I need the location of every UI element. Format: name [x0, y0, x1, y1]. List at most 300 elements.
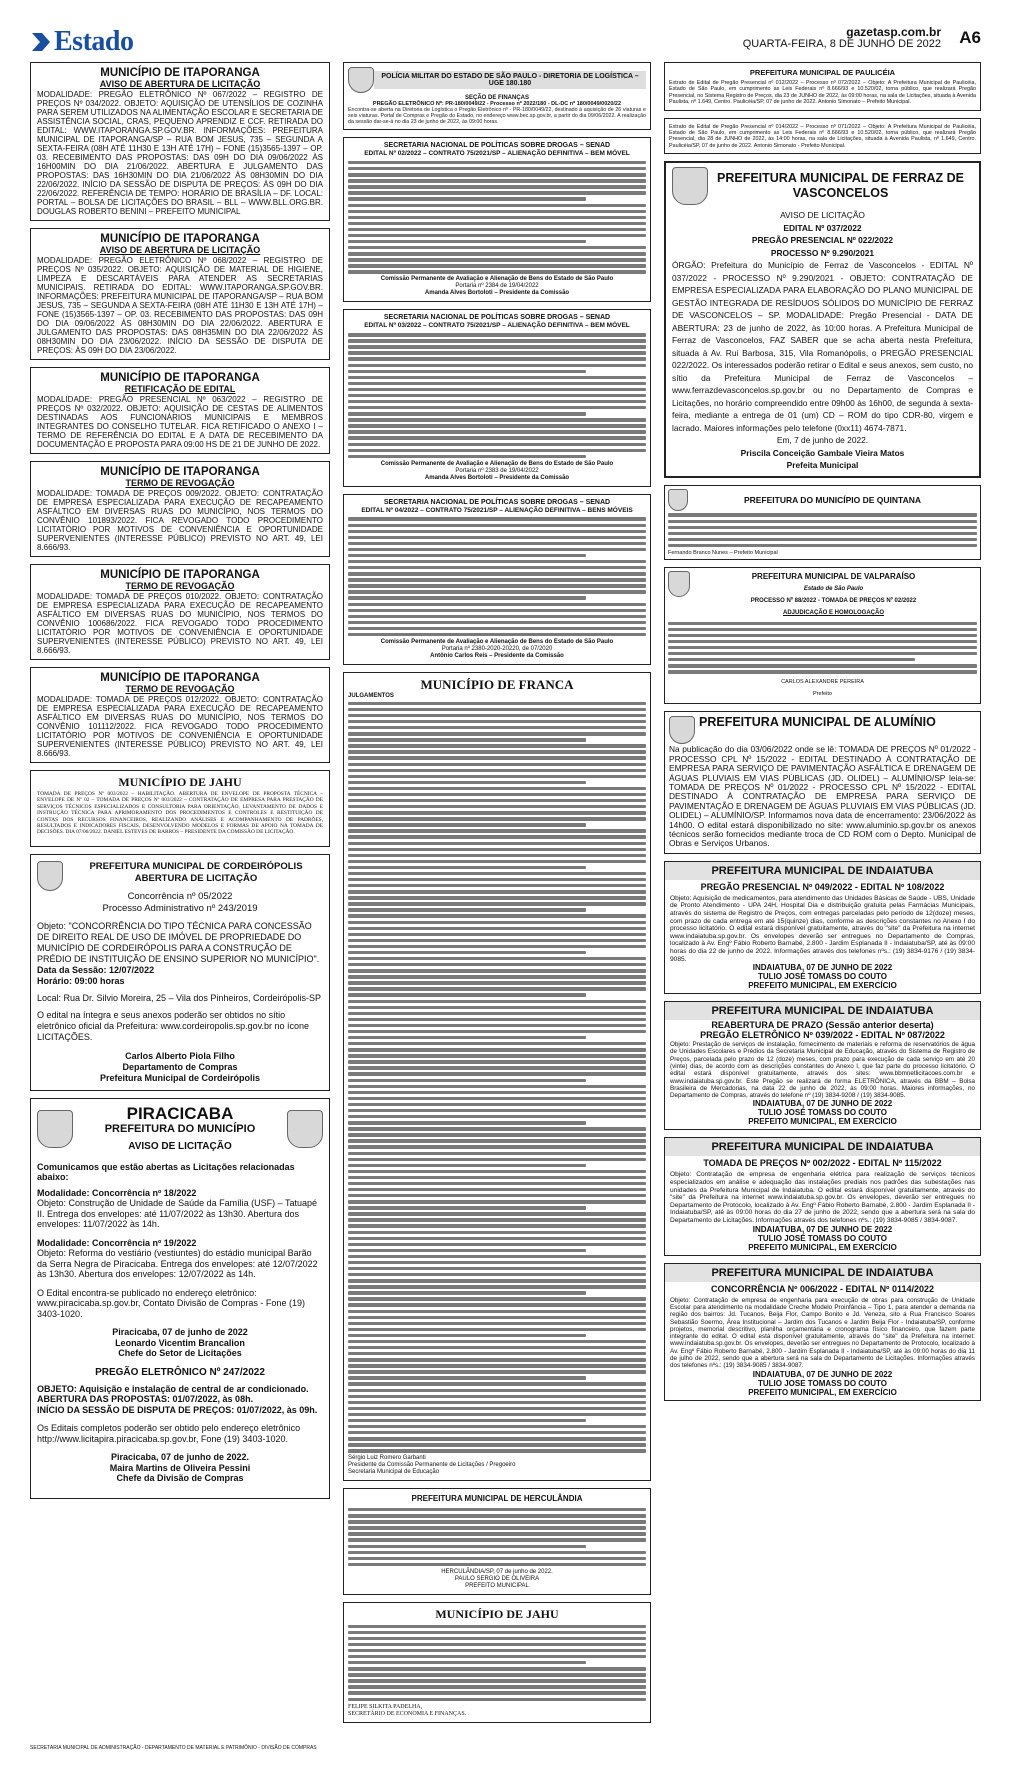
illegible-text-line [668, 544, 977, 547]
edital-number: EDITAL Nº 037/2022 [783, 222, 862, 233]
notice-senad-3 [343, 494, 651, 665]
illegible-text-line [348, 951, 586, 954]
illegible-text-line [348, 1407, 646, 1410]
pregao-title: PREGÃO ELETRÔNICO Nº 247/2022 [95, 1366, 265, 1378]
illegible-text-line [348, 1079, 586, 1082]
ferraz-crest-icon [672, 167, 708, 205]
illegible-text-line [348, 763, 646, 766]
illegible-text-line [348, 1637, 646, 1640]
illegible-text-line [348, 424, 646, 427]
illegible-text-line [348, 1115, 646, 1118]
illegible-text-line [348, 584, 646, 587]
illegible-text-line [348, 975, 646, 978]
signatory-name: Carlos Alberto Piola Filho [125, 1050, 235, 1061]
notice-date: HERCULÂNDIA/SP, 07 de junho de 2022. [441, 1568, 553, 1575]
pregao-edital: Os Editais completos poderão ser obtido pelo endereço eletrônico http://www.licitapira.piracicaba.sp.gov.br, Fone (19) 3403-1020. [37, 1423, 301, 1444]
notice-title: SECRETARIA NACIONAL DE POLÍTICAS SOBRE DROGAS – SENAD [383, 142, 611, 150]
notice-subtitle: PREGÃO PRESENCIAL Nº 049/2022 - EDITAL Nº 108/2022 [700, 881, 945, 892]
illegible-text-line [348, 981, 646, 984]
illegible-text-line [348, 566, 646, 569]
signatory-role: PREFEITO MUNICIPAL [465, 1582, 529, 1589]
notice-date: INDAIATUBA, 07 DE JUNHO DE 2022 [752, 1224, 893, 1234]
illegible-text-line [348, 793, 646, 796]
illegible-text-line [348, 1667, 646, 1670]
illegible-text-line [348, 436, 646, 439]
illegible-text-line [348, 1139, 646, 1142]
notice-body: MODALIDADE: PREGÃO PRESENCIAL Nº 063/2022 – REGISTRO DE PREÇOS Nº 032/2022. OBJETO: AQUISIÇÃO DE CESTAS DE ALIMENTOS DESTINADAS AOS FUNCIONÁRIOS MUNICIPAIS E MEMBROS INTEGRANTES DO CONSELHO TUTELAR. FICA RETIFICADO O ANEXO I – TERMO DE REFERÊNCIA DO EDITAL E A DATA DE RECEBIMENTO DA DOCUMENTAÇÃO E PROPOSTA PARA 09:00 HS DE 21 DE JUNHO DE 2022. [37, 395, 323, 449]
illegible-text-line [348, 449, 646, 452]
illegible-text-line [348, 896, 646, 899]
illegible-text-line [348, 197, 586, 200]
illegible-text-line [348, 914, 646, 917]
illegible-text-line [348, 1291, 586, 1294]
illegible-text-line [348, 228, 646, 231]
illegible-text-line [348, 1273, 646, 1276]
notice-body-lines [668, 513, 977, 547]
notice-title: SECRETARIA NACIONAL DE POLÍTICAS SOBRE DROGAS – SENAD [383, 498, 611, 506]
illegible-text-line [348, 443, 646, 446]
illegible-text-line [348, 554, 586, 557]
pregao-number: PREGÃO ELETRÔNICO Nº 039/2022 - EDITAL Nº 087/2022 [700, 1030, 945, 1041]
illegible-text-line [348, 1030, 646, 1033]
notice-body: Objeto: Aquisição de medicamentos, para atendimento das Unidades Básicas de Saúde - UBS, Unidade de Pronto Atendimento - UPA 24H, Hospital Dia e distribuição gratuita pelas Farmácias Municipais, através do sistema de Registro de Preços, com entregas parceladas pelo período de 12(doze) meses, com prazo de cada entrega em até 15(quinze) dias, conforme as descrições constantes no Anexo I do processo licitatório. O edital estará disponível gratuitamente, através do "site" da Prefeitura na internet www.indaiatuba.sp.gov.br. Os envelopes deverão ser entregues no Departamento de Compras, localizado à Av. Engº Fábio Roberto Barnabé, 2.800 - Jardim Esplanada II - Indaiatuba/SP, até às 09:00 horas do dia 22 de junho de 2022. Informações através dos telefones nºs.: (19) 3834-9176 / (19) 3834-9085. [670, 894, 975, 963]
illegible-text-line [348, 1431, 646, 1434]
illegible-text-line [668, 634, 977, 637]
illegible-text-line [348, 1072, 646, 1075]
illegible-text-line [348, 1538, 646, 1541]
illegible-text-line [348, 517, 646, 520]
illegible-text-line [348, 633, 646, 636]
notice-body: MODALIDADE: PREGÃO ELETRÔNICO Nº 067/2022 – REGISTRO DE PREÇOS Nº 034/2022. OBJETO: AQUISIÇÃO DE UTENSÍLIOS DE COZINHA PARA SEREM UTILIZADOS NA ALIMENTAÇÃO ESCOLAR E SECRETARIA DE ASSISTÊNCIA SOCIAL, CRAS, PEQUENO APRENDIZ E CCF. RETIRADA DO EDITAL: WWW.ITAPORANGA.SP.GOV.BR. INFORMAÇÕES: PREFEITURA MUNICIPAL DE ITAPORANGA/SP – RUA BOM JESUS, 735 – SEGUNDA A SEXTA-FEIRA (08H ATÉ 11H30 E 13H ATÉ 17H) – FONE (15)3565-1397 – OP. 03. RECEBIMENTO DAS PROPOSTAS: DAS 09H DO DIA 09/06/2022 ÀS 16H00MIN DO DIA 21/06/2022. ABERTURA E JULGAMENTO DAS PROPOSTAS: DAS 16H30MIN DO DIA 21/06/2022 ÀS 08H30MIN DO DIA 22/06/2022. INÍCIO DA SESSÃO DE DISPUTA DE PREÇOS: ÀS 09H DO DIA 22/06/2022. REFERÊNCIA DE TEMPO: HORÁRIO DE BRASÍLIA – DF. LOCAL: PORTAL – BOLSA DE LICITAÇÕES DO BRASIL – BLL – WWW.BLL.ORG.BR. DOUGLAS ROBERTO BENINI – PREFEITO MUNICIPAL [37, 90, 323, 216]
notice-date: Em, 7 de junho de 2022. [776, 435, 869, 446]
signatory-name: Leonardo Vicentim Brancalion [115, 1337, 245, 1348]
signatory-role: Chefe do Setor de Licitações [118, 1348, 242, 1359]
illegible-text-line [348, 1127, 646, 1130]
illegible-text-line [348, 842, 646, 845]
notice-type: AVISO DE LICITAÇÃO [780, 210, 865, 221]
notice-body: Na publicação do dia 03/06/2022 onde se lê: TOMADA DE PREÇOS Nº 01/2022 - PROCESSO CPL Nº 15/2022 - EDITAL DESTINADO À CONTRATAÇÃO DE EMPRESA PARA SERVIÇO DE PAVIMENTAÇÃO ASFÁLTICA E DRENAGEM DE ÁGUAS PLUVIAIS EM VIAS PÚBLICAS (JD. OLIDEL) – ALUMÍNIO/SP leia-se: TOMADA DE PREÇOS Nº 01/2022 - PROCESSO CPL Nº 15/2022 - EDITAL DESTINADO À CONTRATAÇÃO DE EMPRESA PARA SERVIÇO DE PAVIMENTAÇÃO E DRENAGEM DE ÁGUAS PLUVIAIS EM VIAS PÚBLICAS (JD. OLIDEL) – ALUMÍNIO/SP. Informamos nova data de encerramento: 23/06/2022 às 14h00. O edital estará disponibilizado no site: www.aluminio.sp.gov.br os anexos técnicos serão fornecidos mediante troca de CD ROM com o Depto. Municipal de Obras e Serviços Urbanos. [669, 744, 976, 849]
pregao-objeto: OBJETO: Aquisição e instalação de central de ar condicionado. [37, 1383, 309, 1394]
illegible-text-line [348, 854, 646, 857]
notice-body-lines [348, 517, 646, 636]
illegible-text-line [348, 161, 646, 164]
illegible-text-line [348, 1121, 586, 1124]
signatory-org: Secretaria Municipal de Educação [348, 1469, 440, 1476]
illegible-text-line [348, 1085, 646, 1088]
edition-date: QUARTA-FEIRA, 8 DE JUNHO DE 2022 [742, 38, 941, 50]
signatory-role: SECRETÁRIO DE ECONOMIA E FINANÇAS. [348, 1710, 467, 1717]
illegible-text-line [348, 750, 646, 753]
column-middle [343, 62, 651, 1730]
edital-info: O edital na íntegra e seus anexos poderão ser obtidos no sítio eletrônico oficial da Prefeitura: www.cordeiropolis.sp.gov.br no ícone LICITAÇÕES. [37, 1009, 309, 1042]
column-footer: SECRETARIA MUNICIPAL DE ADMINISTRAÇÃO - DEPARTAMENTO DE MATERIAL E PATRIMÔNIO - DIVISÃO DE COMPRAS [30, 1745, 317, 1751]
illegible-text-line [348, 388, 646, 391]
notice-aluminio [664, 711, 981, 853]
signatory-role: Prefeita Municipal [786, 460, 859, 471]
illegible-text-line [348, 1000, 646, 1003]
notice-body-lines [348, 1625, 646, 1701]
notice-body-lines [348, 333, 646, 458]
illegible-text-line [348, 339, 646, 342]
illegible-text-line [348, 1655, 646, 1658]
session-place: Local: Rua Dr. Silvio Moreira, 25 – Vila dos Pinheiros, Cordeirópolis-SP [37, 992, 321, 1003]
illegible-text-line [348, 708, 646, 711]
illegible-text-line [348, 1091, 646, 1094]
column-right [664, 62, 981, 1408]
column-left [30, 62, 330, 1499]
site-url[interactable]: gazetasp.com.br [846, 25, 941, 39]
illegible-text-line [348, 1370, 646, 1373]
notice-city: MUNICÍPIO DE ITAPORANGA [100, 672, 260, 684]
notice-piracicaba [30, 1098, 330, 1499]
notice-ferraz [664, 161, 981, 478]
notice-body: Objeto: Contratação de empresa de engenharia elétrica para realização de serviços técnicos especializados em análise e adequação das instalações prediais nos padrões das subestações nas unidades da Prefeitura Municipal de Indaiatuba. O edital estará disponível gratuitamente, através do "site" da Prefeitura na internet www.indaiatuba.sp.gov.br. Os envelopes, deverão ser entregues no Departamento de Protocolo, localizado à Av. Engº Fábio Roberto Barnabé, 2.800 - Jardim Esplanada II - Indaiatuba/SP, até às 09:00 horas do dia 27 de junho de 2022, sendo que a abertura será na sala do Departamento de Licitações. Informações através dos telefones nºs.: (19) 3834-9085 / 3834-9087. [670, 1171, 975, 1225]
illegible-text-line [348, 173, 646, 176]
notice-title: POLÍCIA MILITAR DO ESTADO DE SÃO PAULO - DIRETORIA DE LOGÍSTICA – UGE 180.180 [374, 71, 646, 89]
illegible-text-line [348, 357, 646, 360]
illegible-text-line [348, 1545, 586, 1548]
notice-itaporanga-3 [30, 367, 330, 454]
illegible-text-line [348, 1054, 646, 1057]
illegible-text-line [348, 210, 646, 213]
notice-city: PREFEITURA DO MUNICÍPIO DE QUINTANA [743, 494, 922, 505]
illegible-text-line [348, 167, 646, 170]
illegible-text-line [348, 179, 646, 182]
illegible-text-line [348, 204, 646, 207]
notice-senad-1 [343, 137, 651, 302]
signatory-name: Maira Martins de Oliveira Pessini [109, 1462, 251, 1473]
illegible-text-line [348, 603, 646, 606]
illegible-text-line [348, 1625, 646, 1628]
illegible-text-line [348, 1066, 646, 1069]
illegible-text-line [348, 1255, 646, 1258]
modalidade-1: Modalidade: Concorrência nº 18/2022 [37, 1187, 197, 1198]
signatory-name: Amanda Alves Bortoloti – Presidente da Comissão [424, 474, 570, 481]
illegible-text-line [348, 572, 646, 575]
notice-subtitle: EDITAL Nº 04/2022 – CONTRATO 75/2021/SP – ALIENAÇÃO DEFINITIVA – BENS MÓVEIS [361, 506, 633, 514]
illegible-text-line [348, 1297, 646, 1300]
notice-city: PREFEITURA MUNICIPAL DE PAULICÉIA [749, 68, 896, 77]
notice-city: MUNICÍPIO DE JAHU [435, 1606, 559, 1621]
illegible-text-line [348, 1267, 646, 1270]
illegible-text-line [348, 835, 646, 838]
illegible-text-line [348, 933, 646, 936]
illegible-text-line [348, 769, 646, 772]
piracicaba-crest-right-icon [287, 1110, 323, 1148]
notice-city: MUNICÍPIO DE JAHU [118, 775, 242, 789]
illegible-text-line [348, 1231, 646, 1234]
notice-subtitle: CONCORRÊNCIA Nº 006/2022 - EDITAL Nº 0114/2022 [711, 1283, 934, 1294]
notice-itaporanga-2 [30, 228, 330, 360]
illegible-text-line [348, 1649, 646, 1652]
signatory-name: FELIPE SILKITA PADELHA, [348, 1703, 423, 1710]
illegible-text-line [668, 520, 977, 523]
edital-info: O Edital encontra-se publicado no endereço eletrônico: www.piracicaba.sp.gov.br, Contato Divisão de Compras - Fone (19) 3403-1020. [37, 1287, 305, 1319]
illegible-text-line [348, 596, 586, 599]
pregao-inicio: INÍCIO DA SESSÃO DE DISPUTA DE PREÇOS: 01/07/2022, às 09h. [37, 1404, 318, 1415]
illegible-text-line [348, 1109, 646, 1112]
illegible-text-line [348, 945, 646, 948]
illegible-text-line [348, 1018, 646, 1021]
notice-itaporanga-5 [30, 564, 330, 660]
notice-senad-2 [343, 309, 651, 486]
illegible-text-line [348, 908, 586, 911]
aluminio-crest-icon [669, 716, 695, 744]
signatory-org: Comissão Permanente de Avaliação e Alienação de Bens do Estado de São Paulo [380, 639, 614, 646]
illegible-text-line [348, 1401, 646, 1404]
processo-number: Processo Administrativo nº 243/2019 [102, 902, 258, 914]
notice-city: PREFEITURA MUNICIPAL DE INDAIATUBA [665, 862, 980, 880]
notice-body: MODALIDADE: TOMADA DE PREÇOS 012/2022. OBJETO: CONTRATAÇÃO DE EMPRESA ESPECIALIZADA PARA EXECUÇÃO DE RECAPEAMENTO ASFÁLTICO EM DIVERSAS RUAS DO MUNICÍPIO, NOS TERMOS DO CONVÊNIO 101112/2022. FICA REVOGADO TODO PROCEDIMENTO LICITATÓRIO POR MOTIVOS DE CONVENIÊNCIA E OPORTUNIDADE SUPERVENIENTES (INTERESSE PÚBLICO) PREVISTO NO ART. 49, LEI 8.666/93. [37, 695, 323, 758]
illegible-text-line [348, 702, 646, 705]
illegible-text-line [348, 1048, 646, 1051]
illegible-text-line [348, 1285, 646, 1288]
notice-indaiatuba-3 [664, 1137, 981, 1255]
notice-body-lines [348, 1508, 646, 1566]
signatory-portaria: Portaria nº 2384 de 19/04/2022 [455, 283, 539, 290]
illegible-text-line [348, 1158, 646, 1161]
illegible-text-line [348, 1691, 646, 1694]
notice-subtitle: TERMO DE REVOGAÇÃO [125, 478, 235, 488]
illegible-text-line [348, 720, 646, 723]
processo-number: PROCESSO Nº 88/2022 - TOMADA DE PREÇOS Nº 02/2022 [750, 597, 917, 604]
illegible-text-line [348, 1042, 646, 1045]
illegible-text-line [348, 848, 646, 851]
illegible-text-line [348, 921, 646, 924]
illegible-text-line [348, 811, 646, 814]
illegible-text-line [348, 890, 646, 893]
illegible-text-line [348, 823, 586, 826]
signatory-role: PREFEITO MUNICIPAL, EM EXERCÍCIO [748, 1242, 897, 1252]
cordeiropolis-crest-icon [37, 861, 63, 891]
quintana-crest-icon [668, 489, 688, 511]
illegible-text-line [348, 234, 646, 237]
notice-title: SECRETARIA NACIONAL DE POLÍTICAS SOBRE DROGAS – SENAD [383, 314, 611, 322]
illegible-text-line [348, 866, 586, 869]
notice-date: INDAIATUBA, 07 DE JUNHO DE 2022 [752, 1369, 893, 1379]
illegible-text-line [348, 1024, 646, 1027]
illegible-text-line [668, 646, 977, 649]
illegible-text-line [348, 609, 646, 612]
illegible-text-line [348, 860, 646, 863]
piracicaba-crest-left-icon [37, 1110, 73, 1148]
notice-type: AVISO DE LICITAÇÃO [128, 1140, 232, 1152]
notice-city: MUNICÍPIO DE ITAPORANGA [100, 569, 260, 581]
illegible-text-line [348, 560, 646, 563]
illegible-text-line [348, 1449, 646, 1452]
illegible-text-line [348, 744, 646, 747]
illegible-text-line [348, 1279, 646, 1282]
illegible-text-line [348, 1012, 646, 1015]
notice-date: Piracicaba, 07 de junho de 2022 [112, 1327, 248, 1338]
illegible-text-line [348, 775, 646, 778]
illegible-text-line [348, 1679, 646, 1682]
modalidade-2: Modalidade: Concorrência nº 19/2022 [37, 1237, 197, 1248]
notice-subtitle: RETIFICAÇÃO DE EDITAL [124, 384, 236, 394]
brand-arrow-icon [30, 31, 52, 53]
illegible-text-line [348, 418, 646, 421]
illegible-text-line [348, 781, 586, 784]
signatory-org: Comissão Permanente de Avaliação e Alienação de Bens do Estado de São Paulo [380, 276, 614, 283]
illegible-text-line [348, 1200, 646, 1203]
notice-subtitle: Estado de São Paulo [803, 585, 864, 592]
notice-city: PREFEITURA MUNICIPAL DE INDAIATUBA [665, 1264, 980, 1282]
notice-city: PIRACICABA [126, 1103, 234, 1123]
illegible-text-line [348, 1133, 646, 1136]
notice-herculandia [343, 1488, 651, 1594]
notice-city: PREFEITURA MUNICIPAL DE FERRAZ DE VASCONCELOS [717, 171, 964, 201]
illegible-text-line [348, 939, 646, 942]
illegible-text-line [348, 1249, 586, 1252]
notice-subtitle: TERMO DE REVOGAÇÃO [125, 581, 235, 591]
notice-body-lines [348, 161, 646, 274]
signatory-role: PREFEITO MUNICIPAL, EM EXERCÍCIO [748, 981, 897, 991]
notice-pauliceia-2 [664, 118, 981, 155]
notice-body: ÓRGÃO: Prefeitura do Município de Ferraz de Vasconcelos - EDITAL Nº 037/2022 - PROCESSO Nº 9.290/2021 - OBJETO: CONTRATAÇÃO DE EMPRESA ESPECIALIZADA PARA ELABORAÇÃO DO PLANO MUNICIPAL DE GESTÃO INTEGRADA DE RESÍDUOS SÓLIDOS DO MUNICÍPIO DE FERRAZ DE VASCONCELOS – SP. MODALIDADE: Pregão Presencial - DATA DE ABERTURA: 23 de junho de 2022, às 10:00 horas. A Prefeitura Municipal de Ferraz de Vasconcelos, FAZ SABER que se acha aberta nesta Prefeitura, situada à Av. Rui Barbosa, 315, Vila Romanópolis, o PREGÃO PRESENCIAL 022/2022. Os interessados poderão retirar o Edital e seus anexos, sem custo, no sítio da Prefeitura Municipal de Ferraz de Vasconcelos – www.ferrazdevasconcelos.sp.gov.br ou no Departamento de Compras e Licitações, no horário compreendido entre 09h00 às 16h00, de segunda à sexta-feira, mediante a entrega de 01 (um) CD – ROM do tipo CDR-80, virgem e lacrado. Maiores informações pelo telefone (0xx11) 4674-7871. [672, 260, 973, 433]
illegible-text-line [348, 252, 646, 255]
illegible-text-line [348, 1334, 586, 1337]
notice-section: SEÇÃO DE FINANÇAS [464, 95, 529, 101]
notice-city: MUNICÍPIO DE ITAPORANGA [100, 67, 260, 79]
illegible-text-line [348, 1508, 646, 1511]
illegible-text-line [348, 1382, 646, 1385]
signatory-portaria: Portaria nº 2380-2020-20220, de 07/2020 [441, 646, 553, 653]
illegible-text-line [348, 246, 646, 249]
illegible-text-line [348, 1322, 646, 1325]
notice-city: PREFEITURA MUNICIPAL DE CORDEIRÓPOLIS [89, 860, 303, 872]
illegible-text-line [348, 264, 646, 267]
notice-subtitle: PREFEITURA DO MUNICÍPIO [104, 1122, 256, 1135]
illegible-text-line [348, 578, 646, 581]
illegible-text-line [348, 400, 646, 403]
illegible-text-line [348, 1643, 646, 1646]
illegible-text-line [348, 787, 646, 790]
illegible-text-line [348, 1425, 646, 1428]
notice-subtitle: EDITAL Nº 02/2022 – CONTRATO 75/2021/SP – ALIENAÇÃO DEFINITIVA – BEM MÓVEL [364, 150, 630, 158]
illegible-text-line [348, 191, 646, 194]
illegible-text-line [348, 1661, 586, 1664]
notice-body: Objeto: Contratação de empresa de engenharia para execução de obras para construção de Unidade Escolar para atendimento na modalidade Creche Modelo Proinfância – Tipo 1, para atender a demanda na região dos bairros: Jd. Tucanos, Beija Flor, Campo Bonito e Jd. Veneza, sito a Rua Francisco Soares Sebastião Soermo, Área Institucional – Jardim dos Tucanos e Jardim Beija Flor - Indaiatuba/SP, conforme projetos, memorial descritivo, planilha orçamentária e cronograma físico financeiro, que fazem parte integrante do edital. O edital está disponível gratuitamente, através do "site" da Prefeitura na internet: www.indaiatuba.sp.gov.br. Os envelopes, deverão ser entregues no Departamento de Protocolo, localizado à Av. Engº Fábio Roberto Barnabé, 2.800 - Jardim Esplanada II - Indaiatuba/SP, até às 09:00 horas do dia 11 de julho de 2022, sendo que a abertura será na sala do Departamento de Licitações. Informações através dos telefones nºs.: (19) 3834-9085 / 3834-9087. [670, 1296, 975, 1370]
notice-date: Piracicaba, 07 de junho de 2022. [110, 1452, 250, 1463]
illegible-text-line [348, 1206, 586, 1209]
illegible-text-line [348, 1164, 586, 1167]
pm-crest-icon [348, 67, 374, 93]
illegible-text-line [348, 1237, 646, 1240]
notice-subtitle: TOMADA DE PREÇOS Nº 002/2022 - EDITAL Nº 115/2022 [703, 1158, 942, 1169]
illegible-text-line [348, 394, 646, 397]
concorrencia-number: Concorrência nº 05/2022 [127, 890, 233, 902]
illegible-text-line [348, 548, 646, 551]
illegible-text-line [348, 902, 646, 905]
illegible-text-line [348, 590, 646, 593]
notice-city: MUNICÍPIO DE ITAPORANGA [100, 372, 260, 384]
signatory-name: Sérgio Luiz Romero Garbanti [348, 1455, 426, 1462]
illegible-text-line [348, 1437, 646, 1440]
notice-city: PREFEITURA MUNICIPAL DE VALPARAÍSO [751, 571, 916, 581]
notice-body: Extrato de Edital de Pregão Presencial nº 012/2022 – Processo nº 072/2022 – Objeto: A Prefeitura Municipal de Paulicéia, Estado de São Paulo, em cumprimento as Leis Federais nº 8.666/93 e 10.520/02, torna público, que realizará Pregão Presencial, no Sistema Registro de Preços, dia 23 de JUNHO de 2022, às 09:00 horas, na sala de Licitações, situada à Avenida Paulista, nº 1.649, Centro. Paulicéia/SP, 07 de junho de 2022. Antonio Simonato – Prefeito Municipal. [669, 80, 976, 106]
illegible-text-line [348, 726, 646, 729]
illegible-text-line [348, 799, 646, 802]
notice-body: Encontra-se aberta na Diretoria de Logística o Pregão Eletrônico nº - PR-180/0049/22, destinado à aquisição de 26 viaturas e seis viaturas. Portal de Compras e Pregão do Estado, no endereço www.bec.sp.gov.br, a partir do dia 09/06/2022. A realização da sessão dar-se-á no dia 23 de junho de 2022, às 09:00 horas. [348, 107, 646, 126]
signatory-role: Prefeito [813, 691, 832, 698]
signatory-name: TULIO JOSÉ TOMASS DO COUTO [757, 1108, 888, 1118]
notice-subtitle: REABERTURA DE PRAZO (Sessão anterior deserta) [711, 1020, 934, 1031]
illegible-text-line [348, 258, 646, 261]
signatory-name: Fernando Branco Nunes – Prefeito Municipal [668, 549, 778, 556]
site-info [743, 26, 941, 50]
brand-name: Estado [54, 26, 134, 57]
illegible-text-line [348, 406, 646, 409]
illegible-text-line [348, 1673, 646, 1676]
illegible-text-line [348, 1395, 646, 1398]
notice-indaiatuba-2 [664, 1001, 981, 1130]
notice-city: PREFEITURA MUNICIPAL DE INDAIATUBA [665, 1138, 980, 1156]
illegible-text-line [348, 1145, 646, 1148]
notice-intro: Comunicamos que estão abertas as Licitações relacionadas abaixo: [37, 1161, 295, 1182]
notice-jahu-1 [30, 770, 330, 847]
illegible-text-line [348, 376, 646, 379]
signatory-org: Prefeitura Municipal de Cordeirópolis [99, 1072, 261, 1083]
illegible-text-line [668, 640, 977, 643]
notice-quintana [664, 485, 981, 560]
illegible-text-line [348, 1685, 646, 1688]
illegible-text-line [348, 1364, 646, 1367]
illegible-text-line [348, 627, 646, 630]
illegible-text-line [348, 1036, 586, 1039]
illegible-text-line [348, 817, 646, 820]
signatory-portaria: Portaria nº 2383 de 19/04/2022 [455, 467, 539, 474]
brand-logo[interactable] [30, 26, 133, 58]
illegible-text-line [348, 805, 646, 808]
page-number: A6 [959, 28, 981, 47]
masthead [30, 26, 981, 56]
illegible-text-line [348, 1358, 646, 1361]
illegible-text-line [348, 1060, 646, 1063]
illegible-text-line [348, 621, 646, 624]
notice-body: MODALIDADE: TOMADA DE PREÇOS 009/2022. OBJETO: CONTRATAÇÃO DE EMPRESA ESPECIALIZADA PARA EXECUÇÃO DE RECAPEAMENTO ASFÁLTICO EM DIVERSAS RUAS DO MUNICÍPIO, NOS TERMOS DO CONVÊNIO 101893/2022. FICA REVOGADO TODO PROCEDIMENTO LICITATÓRIO POR MOTIVOS DE CONVENIÊNCIA E OPORTUNIDADE SUPERVENIENTES (INTERESSE PÚBLICO) PREVISTO NO ART. 49, LEI 8.666/93. [37, 489, 323, 552]
illegible-text-line [348, 1176, 646, 1179]
illegible-text-line [348, 1551, 646, 1554]
signatory-name: TULIO JOSÉ TOMASS DO COUTO [757, 972, 888, 982]
illegible-text-line [348, 216, 646, 219]
illegible-text-line [348, 1340, 646, 1343]
notice-policia-militar [343, 62, 651, 130]
illegible-text-line [348, 884, 646, 887]
notice-valparaiso [664, 567, 981, 704]
illegible-text-line [348, 872, 646, 875]
illegible-text-line [348, 351, 646, 354]
illegible-text-line [348, 615, 646, 618]
signatory-name: Antônio Carlos Reis – Presidente da Comissão [430, 653, 564, 660]
notice-date: INDAIATUBA, 07 DE JUNHO DE 2022 [752, 963, 893, 973]
signatory-name: PAULO SERGIO DE OLIVEIRA [454, 1575, 540, 1582]
illegible-text-line [348, 963, 646, 966]
signatory-name: CARLOS ALEXANDRE PEREIRA [781, 679, 864, 686]
illegible-text-line [348, 1443, 646, 1446]
notice-body: MODALIDADE: PREGÃO ELETRÔNICO Nº 068/2022 – REGISTRO DE PREÇOS Nº 035/2022. OBJETO: AQUISIÇÃO DE MATERIAL DE HIGIENE, LIMPEZA E DESCARTÁVEIS PARA ATENDER AS SECRETARIAS MUNICIPAIS. RETIRADA DO EDITAL: WWW.ITAPORANGA.SP.GOV.BR. INFORMAÇÕES: PREFEITURA MUNICIPAL DE ITAPORANGA/SP – RUA BOM JESUS, 735 – SEGUNDA A SEXTA-FEIRA (08H ATÉ 11H30 E 13H ATÉ 17H) – FONE (15)3565-1397 – OP. 03. RECEBIMENTO DAS PROPOSTAS: DAS 09H DO DIA 09/06/2022 ÀS 08H30MIN DO DIA 22/06/2022. ABERTURA E JULGAMENTO DAS PROPOSTAS: DAS 08H35MIN DO DIA 22/06/2022 ÀS 08H30MIN DO DIA 23/06/2022. INÍCIO DA SESSÃO DE DISPUTA DE PREÇOS: ÀS 09H DO DIA 23/06/2022. [37, 256, 323, 355]
illegible-text-line [348, 1698, 646, 1701]
illegible-text-line [348, 536, 646, 539]
illegible-text-line [348, 1563, 646, 1566]
illegible-text-line [348, 1389, 646, 1392]
notice-body: Objeto: Prestação de serviços de instalação, fornecimento de materiais e reforma de reservatórios de água de Unidades Escolares e Prédios da Secretaria Municipal de Educação, através do Sistema de Registro de Preços, parcelada pelo prazo de 12 (doze) meses, com prazo para execução de cada serviço em até 20 (vinte) dias, de acordo com as descrições constantes do Anexo I, que faz parte do processo licitatório. O edital estará disponível gratuitamente, através dos sites: www.bbmnetlicitacoes.com.br e www.indaiatuba.sp.gov.br. Este Pregão se realizará de forma ELETRÔNICA, através da BBM – Bolsa Brasileira de Mercadorias, na data 22 de junho de 2022, às 09:00 horas. Maiores informações, no Departamento de Compras, através do telefone nº (19) 3834-9208 / (19) 3834-9085. [670, 1041, 975, 1100]
notice-body-lines [348, 702, 646, 1453]
notice-subtitle: AVISO DE ABERTURA DE LICITAÇÃO [99, 79, 261, 89]
illegible-text-line [348, 1520, 646, 1523]
signatory-name: Amanda Alves Bortoloti – Presidente da Comissão [424, 290, 570, 297]
illegible-text-line [348, 993, 586, 996]
signatory-role: Chefe da Divisão de Compras [116, 1473, 244, 1484]
